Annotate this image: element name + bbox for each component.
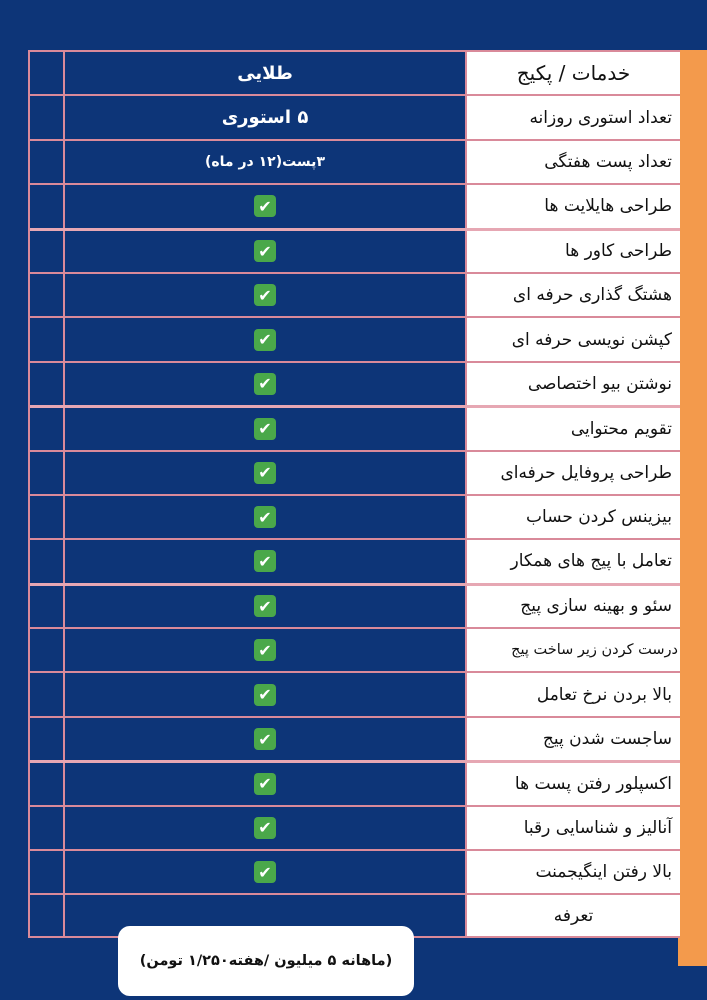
row-value	[65, 763, 467, 804]
check-icon: ✔	[254, 861, 276, 883]
check-icon: ✔	[254, 728, 276, 750]
table-row	[30, 405, 680, 449]
table-row	[30, 805, 680, 849]
check-icon: ✔	[254, 284, 276, 306]
table-row	[30, 671, 680, 715]
row-value	[65, 807, 467, 849]
table-row	[30, 94, 680, 138]
table-row	[30, 716, 680, 760]
row-service: آنالیز و شناسایی رقبا	[467, 807, 680, 849]
row-service: بالا رفتن اینگیجمنت	[467, 851, 680, 893]
table-row	[30, 450, 680, 494]
check-icon: ✔	[254, 329, 276, 351]
check-icon: ✔	[254, 240, 276, 262]
row-service: طراحی پروفایل حرفه‌ای	[467, 452, 680, 494]
row-service: تقویم محتوایی	[467, 408, 680, 449]
row-value	[65, 274, 467, 316]
row-value	[65, 363, 467, 405]
table-row	[30, 583, 680, 627]
row-service: بالا بردن نرخ تعامل	[467, 673, 680, 715]
row-value: ۳پست(۱۲ در ماه)	[65, 141, 467, 183]
empty-cell	[30, 452, 65, 494]
check-icon: ✔	[254, 373, 276, 395]
price-box: (ماهانه ۵ میلیون /هفته۱/۲۵۰ تومن)	[118, 926, 414, 996]
table-row	[30, 183, 680, 227]
empty-cell	[30, 185, 65, 227]
empty-cell	[30, 673, 65, 715]
row-value	[65, 408, 467, 449]
row-service: ساجست شدن پیج	[467, 718, 680, 760]
table-row	[30, 538, 680, 582]
row-value	[65, 231, 467, 272]
row-value	[65, 851, 467, 893]
check-icon: ✔	[254, 684, 276, 706]
row-value	[65, 318, 467, 360]
row-service: کپشن نویسی حرفه ای	[467, 318, 680, 360]
table-row	[30, 272, 680, 316]
row-service: تعامل با پیج های همکار	[467, 540, 680, 582]
table-row	[30, 316, 680, 360]
empty-cell	[30, 540, 65, 582]
row-service: تعداد استوری روزانه	[467, 96, 680, 138]
row-value	[65, 452, 467, 494]
empty-cell	[30, 96, 65, 138]
orange-side-strip	[678, 50, 707, 966]
row-service: طراحی کاور ها	[467, 231, 680, 272]
row-value: ۵ استوری	[65, 96, 467, 138]
row-value	[65, 540, 467, 582]
check-icon: ✔	[254, 817, 276, 839]
check-icon: ✔	[254, 418, 276, 440]
check-icon: ✔	[254, 639, 276, 661]
row-value	[65, 586, 467, 627]
pricing-table	[28, 50, 680, 938]
services-header: خدمات / پکیج	[467, 52, 680, 94]
empty-cell	[30, 274, 65, 316]
empty-cell	[30, 231, 65, 272]
empty-cell	[30, 52, 65, 94]
empty-cell	[30, 586, 65, 627]
check-icon: ✔	[254, 195, 276, 217]
empty-cell	[30, 318, 65, 360]
empty-cell	[30, 363, 65, 405]
empty-cell	[30, 895, 65, 935]
check-icon: ✔	[254, 462, 276, 484]
table-row	[30, 361, 680, 405]
empty-cell	[30, 408, 65, 449]
table-row	[30, 139, 680, 183]
row-value	[65, 718, 467, 760]
row-service: درست کردن زیر ساخت پیج	[467, 629, 680, 671]
empty-cell	[30, 851, 65, 893]
empty-cell	[30, 763, 65, 804]
empty-cell	[30, 141, 65, 183]
row-service: سئو و بهینه سازی پیج	[467, 586, 680, 627]
tariff-label: تعرفه	[467, 895, 680, 935]
package-name: طلایی	[65, 52, 467, 94]
row-value	[65, 185, 467, 227]
row-service: نوشتن بیو اختصاصی	[467, 363, 680, 405]
table-row	[30, 228, 680, 272]
row-service: طراحی هایلایت ها	[467, 185, 680, 227]
row-service: هشتگ گذاری حرفه ای	[467, 274, 680, 316]
empty-cell	[30, 807, 65, 849]
row-service: تعداد پست هفتگی	[467, 141, 680, 183]
row-value	[65, 496, 467, 538]
row-value	[65, 673, 467, 715]
table-header-row	[30, 50, 680, 94]
check-icon: ✔	[254, 506, 276, 528]
empty-cell	[30, 496, 65, 538]
empty-cell	[30, 629, 65, 671]
empty-cell	[30, 718, 65, 760]
row-service: اکسپلور رفتن پست ها	[467, 763, 680, 804]
check-icon: ✔	[254, 550, 276, 572]
table-row	[30, 627, 680, 671]
row-value	[65, 629, 467, 671]
check-icon: ✔	[254, 595, 276, 617]
check-icon: ✔	[254, 773, 276, 795]
row-service: بیزینس کردن حساب	[467, 496, 680, 538]
table-row	[30, 760, 680, 804]
table-row	[30, 494, 680, 538]
table-row	[30, 849, 680, 893]
